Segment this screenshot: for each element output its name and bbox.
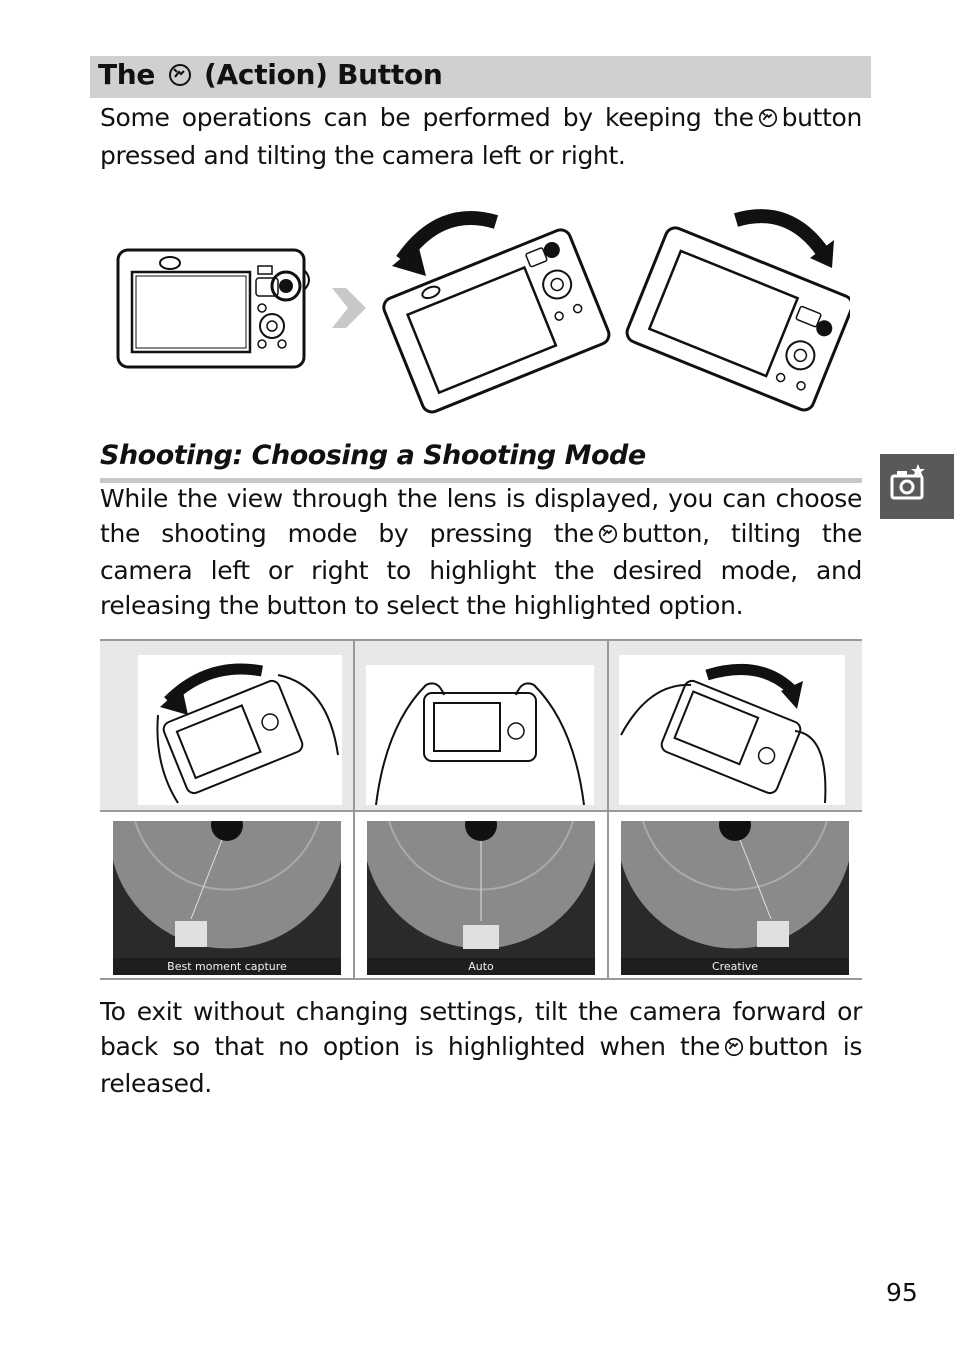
section-title-prefix: The bbox=[98, 58, 156, 91]
camera-tilt-illustration bbox=[110, 200, 850, 415]
mode-label: Creative bbox=[621, 958, 849, 975]
camera-front-view bbox=[118, 250, 309, 367]
subsection-text-1: While the view through the lens is displayed, you can choose the shooting mode by pressing the bbox=[100, 484, 862, 548]
action-button-icon bbox=[757, 104, 779, 139]
action-button-icon bbox=[723, 1033, 745, 1068]
exit-paragraph bbox=[100, 995, 862, 1102]
action-button-icon bbox=[597, 520, 619, 555]
tilt-right-arrow bbox=[736, 216, 824, 254]
grid-divider bbox=[100, 810, 862, 812]
subsection-title: Shooting: Choosing a Shooting Mode bbox=[100, 440, 646, 471]
intro-text-1: Some operations can be performed by keeping the bbox=[100, 103, 754, 132]
mode-label: Auto bbox=[367, 958, 595, 975]
intro-text-2: button pressed and tilting the camera left or right. bbox=[100, 103, 862, 170]
side-chapter-tab bbox=[880, 454, 954, 519]
right-arrow-icon bbox=[332, 288, 366, 328]
camera-star-icon bbox=[880, 454, 954, 519]
intro-paragraph bbox=[100, 101, 862, 173]
exit-text-2: button is released. bbox=[100, 1031, 862, 1098]
page-number: 95 bbox=[886, 1278, 918, 1307]
mode-screen-best-moment bbox=[113, 821, 341, 975]
hands-tilt-right-illustration bbox=[619, 655, 845, 805]
subsection-paragraph bbox=[100, 482, 862, 623]
mode-selection-figure bbox=[100, 639, 862, 980]
mode-screen-auto bbox=[367, 821, 595, 975]
action-button-icon bbox=[168, 61, 192, 95]
section-title bbox=[98, 58, 443, 95]
mode-screen-creative bbox=[621, 821, 849, 975]
mode-label: Best moment capture bbox=[113, 958, 341, 975]
hands-level-illustration bbox=[366, 665, 594, 805]
hands-tilt-left-illustration bbox=[138, 655, 342, 805]
subsection-text-2: button, tilting the camera left or right to highlight the desired mode, and releasing the button to select the highlighted option. bbox=[100, 518, 862, 620]
exit-text-1: To exit without changing settings, tilt the camera forward or back so that no option is highlighted when the bbox=[100, 997, 862, 1061]
section-title-suffix: (Action) Button bbox=[204, 58, 443, 91]
